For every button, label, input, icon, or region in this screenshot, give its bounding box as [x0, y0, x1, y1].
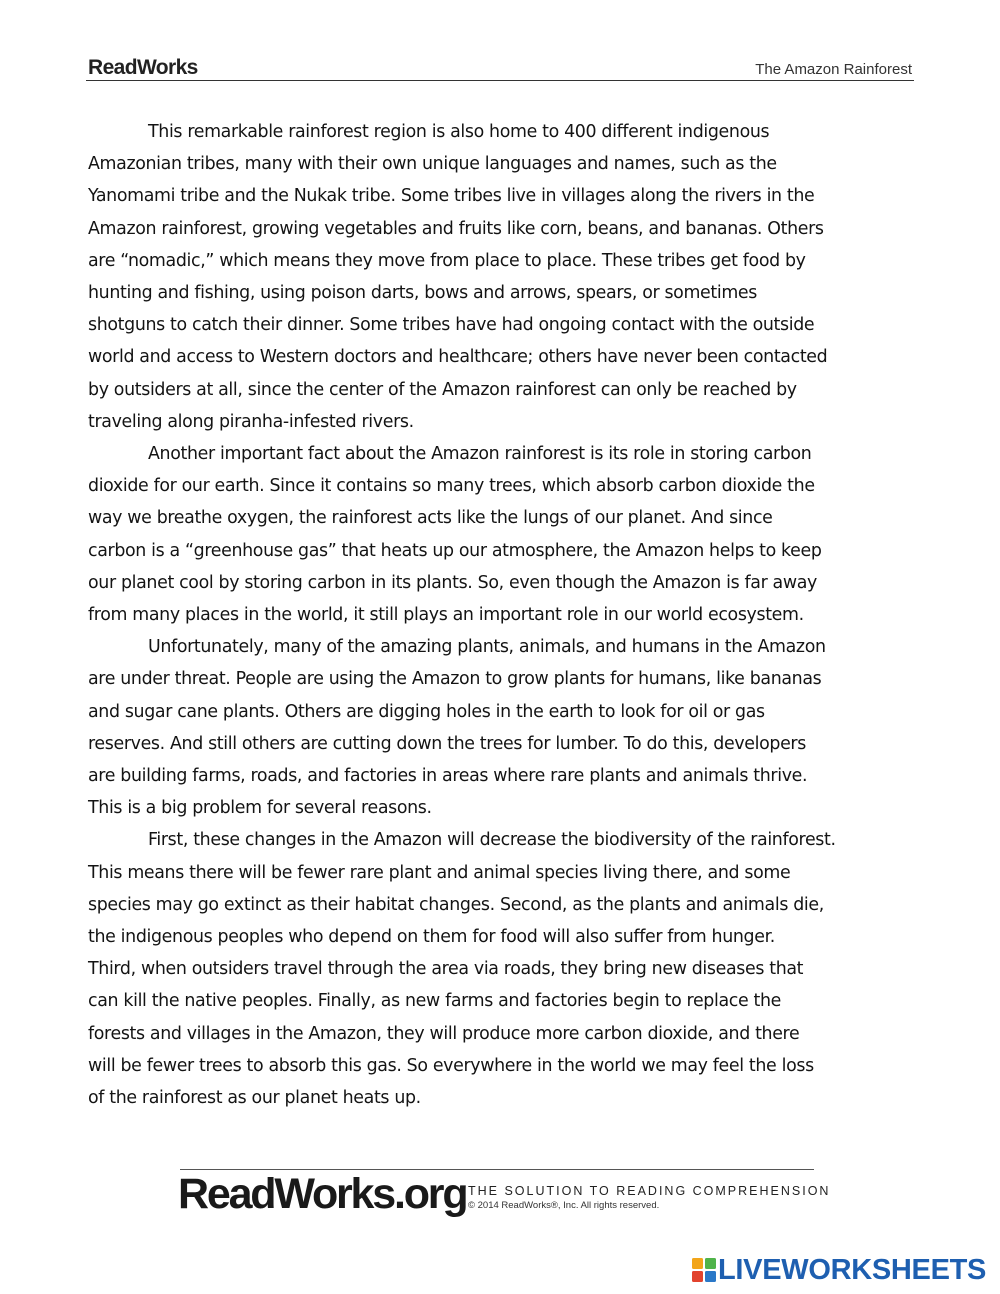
text-line: dioxide for our earth. Since it contains so many trees, which absorb carbon dioxide the	[88, 476, 815, 497]
copyright-notice: © 2014 ReadWorks®, Inc. All rights reserved.	[468, 1200, 660, 1211]
liveworksheets-badge[interactable]	[692, 1253, 987, 1286]
text-line: reserves. And still others are cutting down the trees for lumber. To do this, developers	[88, 733, 806, 754]
paragraph	[88, 438, 918, 631]
text-line: from many places in the world, it still plays an important role in our world ecosystem.	[88, 605, 804, 626]
text-line: shotguns to catch their dinner. Some tribes have had ongoing contact with the outside	[88, 315, 815, 336]
text-line: This remarkable rainforest region is also home to 400 different indigenous	[148, 122, 770, 142]
liveworksheets-wordmark: LIVEWORKSHEETS	[718, 1253, 987, 1286]
text-line: world and access to Western doctors and healthcare; others have never been contacted	[88, 347, 828, 368]
text-line: species may go extinct as their habitat changes. Second, as the plants and animals die,	[88, 894, 824, 915]
text-line: Third, when outsiders travel through the area via roads, they bring new diseases that	[88, 959, 804, 980]
text-line: Amazon rainforest, growing vegetables and fruits like corn, beans, and bananas. Others	[88, 218, 824, 239]
text-line: of the rainforest as our planet heats up.	[88, 1088, 421, 1109]
liveworksheets-icon	[692, 1258, 716, 1282]
text-line: Yanomami tribe and the Nukak tribe. Some tribes live in villages along the rivers in the	[88, 186, 815, 207]
header-logo: ReadWorks	[88, 56, 198, 79]
text-line: will be fewer trees to absorb this gas. So everywhere in the world we may feel the loss	[88, 1055, 814, 1076]
text-line: by outsiders at all, since the center of the Amazon rainforest can only be reached by	[88, 379, 797, 400]
text-line: First, these changes in the Amazon will decrease the biodiversity of the rainforest.	[148, 830, 836, 851]
text-line: way we breathe oxygen, the rainforest acts like the lungs of our planet. And since	[88, 508, 773, 529]
text-line: traveling along piranha-infested rivers.	[88, 411, 414, 432]
text-line: our planet cool by storing carbon in its plants. So, even though the Amazon is far away	[88, 572, 817, 593]
text-line: Unfortunately, many of the amazing plants, animals, and humans in the Amazon	[148, 637, 826, 658]
text-line: Amazonian tribes, many with their own unique languages and names, such as the	[88, 154, 777, 175]
header-divider	[86, 80, 914, 81]
document-title: The Amazon Rainforest	[755, 61, 912, 78]
paragraph	[88, 116, 918, 438]
text-line: Another important fact about the Amazon rainforest is its role in storing carbon	[148, 444, 812, 465]
text-line: are under threat. People are using the Amazon to grow plants for humans, like bananas	[88, 669, 822, 690]
text-line: the indigenous peoples who depend on them for food will also suffer from hunger.	[88, 927, 775, 948]
paragraph	[88, 631, 918, 824]
footer-logo: ReadWorks.org	[178, 1170, 467, 1218]
text-line: are “nomadic,” which means they move from place to place. These tribes get food by	[88, 250, 806, 271]
paragraph	[88, 824, 918, 1114]
text-line: This is a big problem for several reasons.	[88, 798, 432, 819]
text-line: forests and villages in the Amazon, they will produce more carbon dioxide, and there	[88, 1023, 800, 1044]
footer-tagline: THE SOLUTION TO READING COMPREHENSION	[468, 1184, 831, 1198]
text-line: hunting and fishing, using poison darts, bows and arrows, spears, or sometimes	[88, 283, 757, 304]
text-line: and sugar cane plants. Others are digging holes in the earth to look for oil or gas	[88, 701, 765, 722]
article-body	[88, 116, 918, 1114]
text-line: carbon is a “greenhouse gas” that heats up our atmosphere, the Amazon helps to keep	[88, 540, 822, 561]
text-line: are building farms, roads, and factories in areas where rare plants and animals thrive.	[88, 766, 808, 787]
text-line: This means there will be fewer rare plant and animal species living there, and some	[88, 862, 791, 883]
text-line: can kill the native peoples. Finally, as new farms and factories begin to replace the	[88, 991, 782, 1012]
